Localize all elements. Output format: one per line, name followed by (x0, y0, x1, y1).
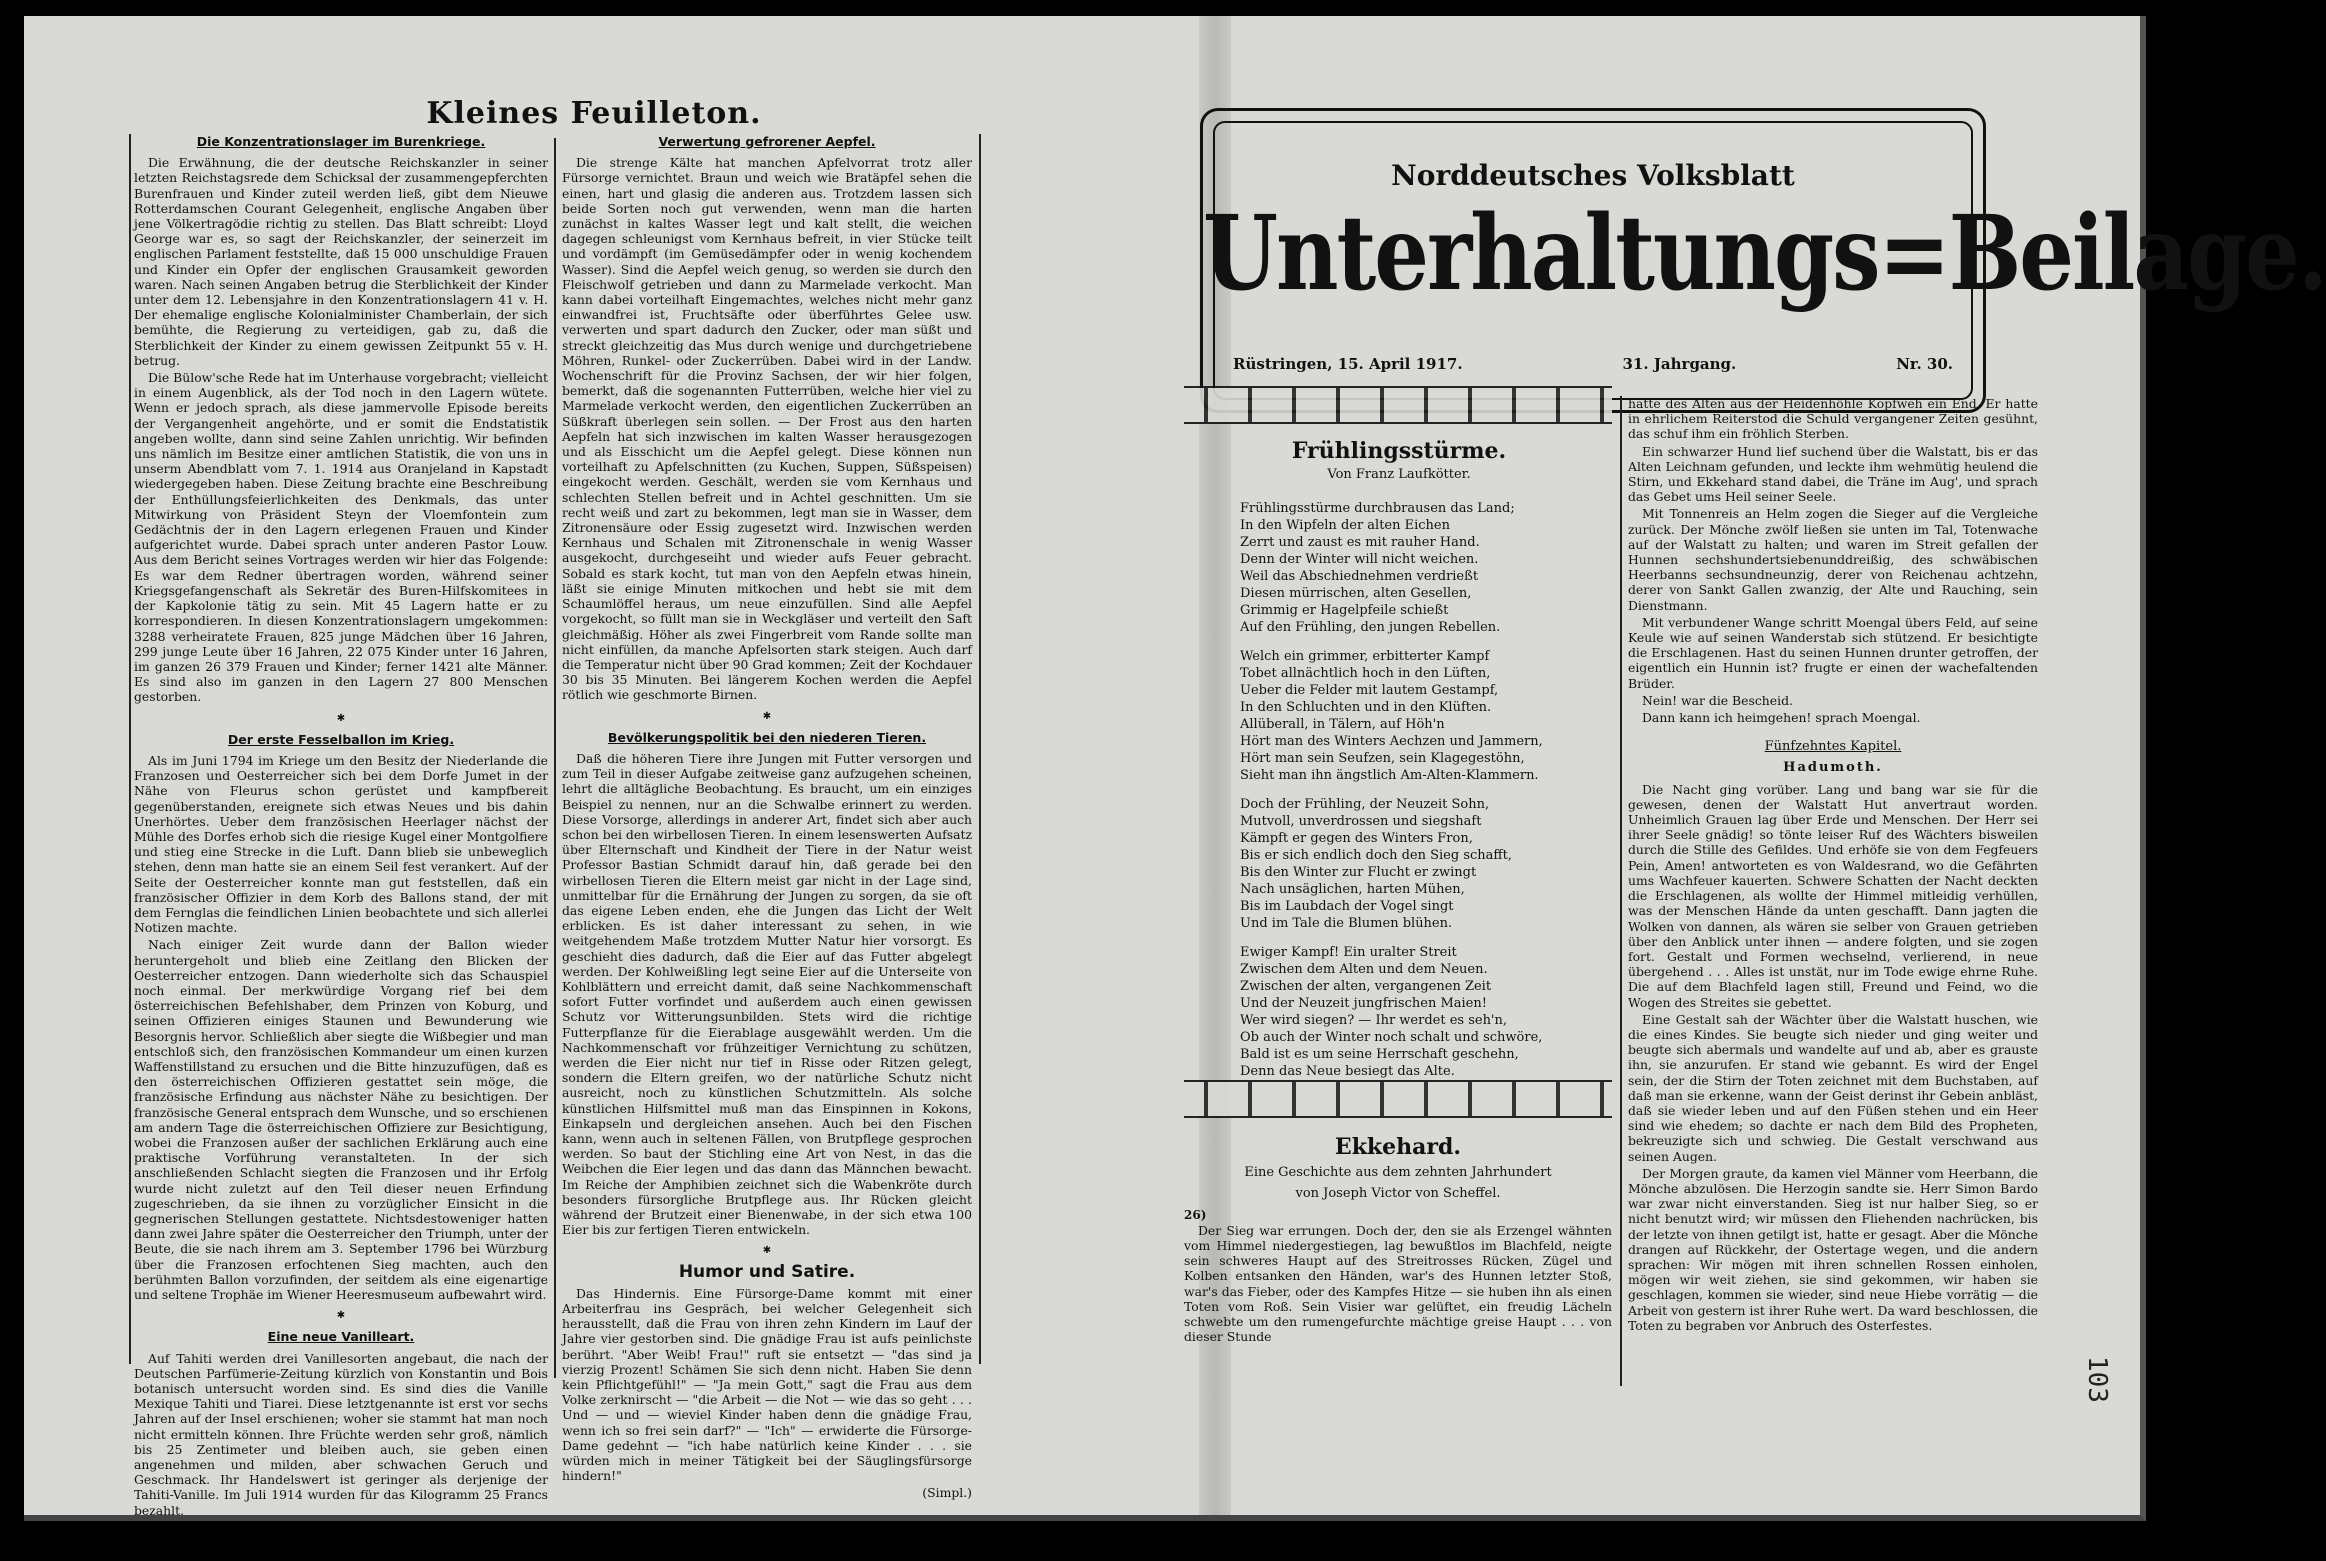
column-rule (1620, 396, 1622, 1386)
page-number: 103 (2082, 1356, 2112, 1403)
ornamental-border (1184, 1080, 1612, 1118)
article-heading: Humor und Satire. (678, 1261, 856, 1282)
poem-body (1240, 500, 1614, 1080)
place-date: Rüstringen, 15. April 1917. (1233, 355, 1463, 373)
separator-star: ✱ (762, 1245, 772, 1257)
poem-line: Mutvoll, unverdrossen und siegshaft (1240, 814, 1482, 830)
poem-title: Frühlingsstürme. (1291, 438, 1507, 464)
issue-info (1233, 355, 1953, 373)
story-paragraph: Nein! war die Bescheid. (1642, 692, 1793, 708)
poem-stanza (1240, 648, 1614, 784)
article-heading: Verwertung gefrorener Aepfel. (658, 134, 876, 149)
article-paragraph: Nach einiger Zeit wurde dann der Ballon wieder heruntergeholt und blieb eine Zeitlang den Blicken der Oesterreicher entzogen. Dann wiederholte sich das Schauspiel noch einmal. Der merkwürdige Vorgang rief bei dem österreichischen Befehlshaber, dem Prinzen von Koburg, und seinen Offizieren einiges Staunen und Bewunderung wie Besorgnis hervor. Schließlich aber siegte die Wißbegier und man entschloß sich, den französischen Kommandeur um einen kurzen Waffenstillstand zu ersuchen und die Bitte hinzuzufügen, daß es den österreichischen Offizieren gestattet sein möge, die französische Erfindung aus nächster Nähe zu besichtigen. Der französische General entsprach dem Wunsche, und so erschienen am andern Tage die österreichischen Offiziere zur Besichtigung, wobei die Franzosen außer der sachlichen Erklärung auch eine praktische Vorführung veranstalteten. In der sich anschließenden Schlacht siegten die Franzosen und ihr Erfolg wurde nicht zuletzt auf den Teil dieser neuen Erfindung zugeschrieben, da sie ihnen zu vorzüglicher Einsicht in die gegnerischen Stellungen gestattete. Nichtsdestoweniger hatten dann zwei Jahre später die Oesterreicher den Triumph, unter der Beute, die sie nach ihrem am 3. September 1796 bei Würzburg über die Franzosen erfochtenen Sieg machten, auch den berühmten Ballon vorzufinden, der seitdem als eine eigenartige und seltene Trophäe im Wiener Heeresmuseum aufbewahrt wird. (134, 937, 548, 1303)
chapter-number: Fünfzehntes Kapitel. (1764, 739, 1902, 755)
feuilleton-column-1 (134, 128, 548, 1518)
separator-star: ✱ (336, 712, 346, 724)
poem-line: Frühlingsstürme durchbrausen das Land; (1240, 501, 1515, 517)
article-source: (Simpl.) (922, 1485, 972, 1501)
article-paragraph: Die Erwähnung, die der deutsche Reichskanzler in seiner letzten Reichstagsrede dem Schicksal der zusammengepferchten Burenfrauen und Kinder zuteil werden ließ, gibt dem Nieuwe Rotterdamschen Courant Gelegenheit, englische Angaben über jene Völkertragödie richtig zu stellen. Das Blatt schreibt: Lloyd George war es, so sagt der Reichskanzler, der seinerzeit im englischen Parlament feststellte, daß 15 000 unschuldige Frauen und Kinder ein Opfer der englischen Grausamkeit geworden waren. Nach seinen Angaben betrug die Sterblichkeit der Kinder unter dem 12. Lebensjahre in den Konzentrationslagern 41 v. H. Der ehemalige englische Kolonialminister Chamberlain, der sich bemühte, die Regierung zu verteidigen, gab zu, daß die Sterblichkeit der Kinder zu einem gewissen Zeitpunkt 55 v. H. betrug. (134, 155, 548, 368)
story-paragraph: Mit Tonnenreis an Helm zogen die Sieger auf die Vergleiche zurück. Der Mönche zwölf ließen sie unten im Tal, Totenwache auf der Walstatt zu halten; und waren im Streit gefallen der Hunnen sechshundertsiebenunddreißig, des schwäbischen Heerbanns sechsundneunzig, derer von Reichenau achtzehn, derer von Sankt Gallen zwanzig, der Alte und Rauching, sein Dienstmann. (1628, 506, 2038, 613)
poem-line: Und im Tale die Blumen blühen. (1240, 916, 1453, 932)
story-paragraph: Mit verbundener Wange schritt Moengal übers Feld, auf seine Keule wie auf seinen Wanderstab sich stützend. Er besichtigte die Erschlagenen. Hast du seinen Hunnen drunter getroffen, der eigentlich ein Hunnin ist? frugte er einen der wachefaltenden Brüder. (1628, 614, 2038, 691)
poem-line: Ueber die Felder mit lautem Gestampf, (1240, 683, 1499, 699)
feuilleton-title: Kleines Feuilleton. (426, 96, 762, 131)
poem-line: Denn das Neue besiegt das Alte. (1240, 1064, 1455, 1080)
separator-star: ✱ (336, 1310, 346, 1322)
poem-line: Doch der Frühling, der Neuzeit Sohn, (1240, 797, 1490, 813)
article-paragraph: Daß die höheren Tiere ihre Jungen mit Futter versorgen und zum Teil in dieser Aufgabe zeitweise ganz aufzugehen scheinen, lehrt die alltägliche Beobachtung. Es braucht, um ein einziges Beispiel zu nennen, nur an die Schwalbe erinnert zu werden. Diese Vorsorge, allerdings in anderer Art, findet sich aber auch schon bei den wirbellosen Tieren. In einem lesenswerten Aufsatz über Elternschaft und Kindheit der Tiere in der Natur weist Professor Bastian Schmidt darauf hin, daß gerade bei den wirbellosen Tieren die Eltern meist gar nicht in der Lage sind, unmittelbar für die Ernährung der Jungen zu sorgen, da sie oft das eigene Leben enden, ehe die Jungen das Licht der Welt erblicken. Es ist daher interessant zu sehen, in wie weitgehendem Maße trotzdem Mutter Natur hier vorsorgt. Es geschieht dies dadurch, daß die Eier auf das Futter abgelegt werden. Der Kohlweißling legt seine Eier auf die Unterseite von Kohlblättern und erreicht damit, daß seine Nachkommenschaft sofort Futter vorfindet und außerdem auch einen gewissen Schutz vor Witterungsunbilden. Stets wird die richtige Futterpflanze für die Eierablage ausgewählt werden. Um die Nachkommenschaft vor frühzeitiger Vernichtung zu schützen, werden die Eier nicht nur tief in Risse oder Ritzen gelegt, sondern die Eltern greifen, wo der natürliche Schutz nicht ausreicht, noch zu künstlichen Schutzmitteln. Als solche künstlichen Hilfsmittel muß man das Einspinnen in Kokons, Einkapseln und dergleichen ansehen. Auch bei den Fischen kann, wenn auch in seltenen Fällen, von Brutpflege gesprochen werden. So baut der Stichling eine Art von Nest, in das die Weibchen die Eier legen und das dann das Männchen bewacht. Im Reiche der Amphibien zeichnet sich die Wabenkröte durch besonders fürsorgliche Brutpflege aus. Ihr Rücken gleicht während der Brutzeit einer Bienenwabe, in der sich etwa 100 Eier bis zur fertigen Tieren entwickeln. (562, 750, 972, 1238)
article-paragraph: Das Hindernis. Eine Fürsorge-Dame kommt mit einer Arbeiterfrau ins Gespräch, bei welcher Gelegenheit sich herausstellt, daß die Frau von ihren zehn Kindern im Lauf der Jahre vier gestorben sind. Die gnädige Frau ist aufs peinlichste berührt. "Aber Weib! Frau!" ruft sie entsetzt — "das sind ja vierzig Prozent! Schämen Sie sich denn nicht. Haben Sie denn kein Pflichtgefühl!" — "Ja mein Gott," sagt die Frau aus dem Volke zerknirscht — "die Arbeit — die Not — wie das so geht . . . Und — und — wieviel Kinder haben denn die gnädige Frau, wenn ich so frei sein darf?" — "Ich" — erwiderte die Fürsorge-Dame gedehnt — "ich habe natürlich keine Kinder . . . sie würden mich in meiner Tätigkeit bei der Säuglingsfürsorge hindern!" (562, 1285, 972, 1484)
poem-author: Von Franz Laufkötter. (1327, 467, 1471, 483)
story-author: von Joseph Victor von Scheffel. (1295, 1186, 1501, 1202)
story-paragraph: Die Nacht ging vorüber. Lang und bang war sie für die gewesen, denen der Walstatt Hut anvertraut worden. Unheimlich Grauen lag über Erde und Menschen. Der Herr sei ihrer Seele gnädig! so tönte leiser Ruf des Wächters bisweilen durch die Stille des Gefildes. Und erhöfe sie von dem Fegfeuers Pein, Amen! antworteten es von Waldesrand, wo die Gefährten ums Wachfeuer kauerten. Schwere Schatten der Nacht deckten die Erschlagenen, als wollte der Himmel mitleidig verhüllen, was der Menschen Hände da unten geschafft. Dann jagten die Wolken von dannen, als wären sie selber von Grauen getrieben über den Anblick unter ihnen — andere folgten, und sie zogen fort. Gestalt und Formen wechselnd, verlierend, in neue übergehend . . . Alles ist unstät, nur im Tode ewige ehrne Ruhe. Die auf dem Blachfeld lagen still, Freund und Feind, wo die Wogen des Streites sie gebettet. (1628, 781, 2038, 1010)
feuilleton-column-2 (562, 128, 972, 1501)
installment-number: 26) (1184, 1207, 1207, 1222)
poem-line: Wer wird siegen? — Ihr werdet es seh'n, (1240, 1013, 1508, 1029)
article-paragraph: Die strenge Kälte hat manchen Apfelvorrat trotz aller Fürsorge vernichtet. Braun und weich wie Bratäpfel sehen die einen, hart und glasig die anderen aus. Trotzdem lassen sich beide Sorten noch gut verwenden, wenn man die harten zunächst in kaltes Wasser legt und kalt stellt, die weichen dagegen schleunigst vom Kernhaus befreit, in vier Stücke teilt und vordämpft (im Gemüsedämpfer oder in wenig kochendem Wasser). Sind die Aepfel weich genug, so werden sie durch den Fleischwolf getrieben und dann zu Marmelade verkocht. Man kann dabei vorteilhaft Eingemachtes, welches nicht mehr ganz einwandfrei ist, Fruchtsäfte oder überführtes Gelee usw. verwerten und spart dadurch den Zucker, oder man süßt und streckt gleichzeitig das Mus durch wenige und durchgetriebene Möhren, Runkel- oder Zuckerrüben. Dabei wird in der Landw. Wochenschrift für die Provinz Sachsen, der wir hier folgen, bemerkt, daß die sogenannten Futterrüben, welche hier viel zu Marmelade verkocht werden, den eigentlichen Zuckerrüben an Süßkraft überlegen sein sollen. — Der Frost aus den harten Aepfeln hat sich inzwischen im kalten Wasser herausgezogen und als Eisschicht um die Aepfel gelegt. Diese können nun vorteilhaft zu Apfelschnitten (zu Kuchen, Suppen, Süßspeisen) eingekocht werden. Geschält, werden sie vom Kernhaus und schlechten Stellen befreit und in Achtel geschnitten. Um sie recht weiß und zart zu bekommen, legt man sie in Wasser, dem Zitronensäure oder Essig zugesetzt wird. Inzwischen werden Kernhaus und Schalen mit Zitronenschale in wenig Wasser ausgekocht, durchgeseiht und wieder aufs Feuer gebracht. Sobald es stark kocht, tut man von den Aepfeln etwas hinein, läßt sie einige Minuten mitkochen und hebt sie mit dem Schaumlöffel heraus, um neue einzufüllen. Sind alle Aepfel vorgekocht, so füllt man sie in Weckgläser und verteilt den Saft gleichmäßig. Höher als zwei Fingerbreit vom Rande sollte man nicht einfüllen, da manche Apfelsorten stark steigen. Auch darf die Temperatur nicht über 90 Grad kommen; Zeit der Kochdauer 30 bis 35 Minuten. Bei längerem Kochen werden die Aepfel rötlich wie geschmorte Birnen. (562, 155, 972, 703)
poem-column (1184, 438, 1614, 1092)
publication-name: Norddeutsches Volksblatt (1391, 159, 1795, 192)
story-paragraph: hatte des Alten aus der Heidenhöhle Kopfweh ein End. Er hatte in ehrlichem Reiterstod die Schuld vergangener Zeiten gesühnt, das schuf ihm ein fröhlich Sterben. (1628, 396, 2038, 442)
poem-line: Allüberall, in Tälern, auf Höh'n (1240, 717, 1445, 733)
chapter-title: Hadumoth. (1783, 760, 1883, 776)
issue-number: Nr. 30. (1896, 355, 1953, 373)
poem-line: Tobet allnächtlich hoch in den Lüften, (1240, 666, 1491, 682)
article-heading: Eine neue Vanilleart. (267, 1329, 415, 1345)
article-paragraph: Als im Juni 1794 im Kriege um den Besitz der Niederlande die Franzosen und Oesterreicher sich bei dem Dorfe Jumet in der Nähe von Fleurus schon gerüstet und kampfbereit gegenüberstanden, ereignete sich etwas Neues und bis dahin Unerhörtes. Ueber dem französischen Heerlager nächst der Mühle des Dorfes erhob sich die riesige Kugel einer Montgolfiere und stieg eine Strecke in die Luft. Dann blieb sie unbeweglich stehen, denn man hatte sie an einem Seil fest verankert. Auf der Seite der Oesterreicher konnte man gut feststellen, daß ein französischer Offizier in dem Korb des Ballons stand, der mit dem Fernglas die feindlichen Linien beobachtete und sich allerlei Notizen machte. (134, 752, 548, 936)
article-heading: Die Konzentrationslager im Burenkriege. (196, 134, 486, 149)
poem-line: In den Wipfeln der alten Eichen (1240, 518, 1450, 534)
poem-line: Diesen mürrischen, alten Gesellen, (1240, 586, 1472, 602)
poem-line: Ob auch der Winter noch schalt und schwöre, (1240, 1030, 1543, 1046)
article-paragraph: Die Bülow'sche Rede hat im Unterhause vorgebracht; vielleicht in einem Augenblick, als der Tod noch in den Lagern wütete. Wenn er jedoch sprach, als diese jammervolle Episode bereits der Vergangenheit angehörte, und er somit die Endstatistik angeben wollte, dann sind seine Zahlen unrichtig. Wir befinden uns nämlich im Besitze einer amtlichen Statistik, die von uns in unserm Abendblatt vom 7. 1. 1914 aus Oranjeland in Kapstadt wiedergegeben haben. Diese Zeitung brachte eine Beschreibung der Enthüllungsfeierlichkeiten des Denkmals, das unter Mitwirkung von Präsident Steyn der Vloemfontein zum Gedächtnis der in den Lagern erlegenen Frauen und Kinder aufgerichtet wurde. Dabei sprach unter anderen Pastor Louw. Aus dem Bericht seines Vortrages werden wir hier das Folgende: Es war dem Redner übertragen worden, während seiner Kriegsgefangenschaft als Sekretär des Buren-Hilfskomitees in der Kapkolonie tätig zu sein. Mit 45 Lagern hatte er zu korrespondieren. In diesen Konzentrationslagern umgekommen: 3288 verheiratete Frauen, 825 junge Mädchen über 16 Jahren, 299 junge Leute über 16 Jahren, 22 075 Kinder unter 16 Jahren, im ganzen 26 379 Frauen und Kinder; ferner 1421 alte Männer. Es sind also im ganzen in den Lagern 27 800 Menschen gestorben. (134, 370, 548, 705)
story-subtitle: Eine Geschichte aus dem zehnten Jahrhundert (1244, 1165, 1552, 1181)
story-continued-column (1628, 396, 2038, 1386)
poem-line: Sieht man ihn ängstlich Am-Alten-Klammern. (1240, 768, 1539, 784)
poem-line: Bis den Winter zur Flucht er zwingt (1240, 865, 1477, 881)
poem-line: Bald ist es um seine Herrschaft geschehn, (1240, 1047, 1519, 1063)
story-paragraph: Dann kann ich heimgehen! sprach Moengal. (1642, 710, 1921, 726)
story-paragraph: Der Sieg war errungen. Doch der, den sie als Erzengel wähnten vom Himmel niedergestiegen, lag bewußtlos im Blachfeld, neigte sein schweres Haupt auf des Streitrosses Rücken, Zügel und Kolben entsanken den Händen, war's des Hunnen letzter Stoß, war's das Fieber, oder des Kampfes Hitze — sie huben ihn als einen Toten vom Roß. Sein Visier war gelüftet, ein freudig Lächeln schwebte um den rumengefurchte mächtige greise Haupt . . . von dieser Stunde (1184, 1222, 1612, 1345)
poem-line: In den Schluchten und in den Klüften. (1240, 700, 1492, 716)
ornamental-border (1184, 386, 1612, 424)
masthead (1200, 108, 2326, 413)
poem-line: Welch ein grimmer, erbitterter Kampf (1240, 649, 1490, 665)
story-paragraph: Eine Gestalt sah der Wächter über die Walstatt huschen, wie die eines Kindes. Sie beugte sich nieder und ging weiter und beugte sich abermals und wandelte auf und ab, aber es grauste ihn, sie anzurufen. Er stand wie gebannt. Es wird der Engel sein, der die Stirn der Toten zeichnet mit dem Buchstaben, auf daß man sie erkenne, wann der Geist derinst ihr Gebein anbläst, daß sie wieder leben und auf den Füßen stehen und ein Heer sind wie ehedem; so dachte er nach dem Bild des Propheten, bekreuzigte sich und schwieg. Die Gestalt verschwand aus seinen Augen. (1628, 1011, 2038, 1164)
poem-stanza (1240, 500, 1614, 636)
poem-line: Denn der Winter will nicht weichen. (1240, 552, 1479, 568)
poem-line: Nach unsäglichen, harten Mühen, (1240, 882, 1465, 898)
poem-line: Zerrt und zaust es mit rauher Hand. (1240, 535, 1480, 551)
volume: 31. Jahrgang. (1622, 355, 1737, 373)
story-title: Ekkehard. (1334, 1134, 1462, 1160)
poem-line: Ewiger Kampf! Ein uralter Streit (1240, 945, 1457, 961)
article-paragraph: Auf Tahiti werden drei Vanillesorten angebaut, die nach der Deutschen Parfümerie-Zeitung kürzlich von Konstantin und Bois botanisch untersucht worden sind. Es sind dies die Vanille Mexique Tahiti und Tiarei. Diese letztgenannte ist erst vor sechs Jahren auf der Insel erschienen; woher sie stammt hat man noch nicht ermitteln können. Ihre Früchte werden sehr groß, nämlich bis 25 Zentimeter und bleiben auch, sie geben einen angenehmen und milden, aber schwachen Geruch und Geschmack. Ihr Handelswert ist geringer als derjenige der Tahiti-Vanille. Im Juli 1914 wurden für das Kilogramm 25 Francs bezahlt. (134, 1350, 548, 1518)
separator-star: ✱ (762, 710, 772, 722)
poem-line: Hört man sein Seufzen, sein Klagegestöhn, (1240, 751, 1525, 767)
poem-line: Weil das Abschiednehmen verdrießt (1240, 569, 1479, 585)
poem-stanza (1240, 944, 1614, 1080)
poem-line: Und der Neuzeit jungfrischen Maien! (1240, 996, 1487, 1012)
article-heading: Der erste Fesselballon im Krieg. (227, 731, 455, 747)
ekkehard-column (1184, 1134, 1612, 1375)
poem-line: Auf den Frühling, den jungen Rebellen. (1240, 620, 1501, 636)
column-rule (979, 134, 981, 1364)
poem-line: Kämpft er gegen des Winters Fron, (1240, 831, 1473, 847)
poem-stanza (1240, 796, 1614, 932)
story-paragraph: Ein schwarzer Hund lief suchend über die Walstatt, bis er das Alten Leichnam gefunden, und leckte ihm wehmütig heulend die Stirn, und Ekkehard stand dabei, die Träne im Aug', und sprach das Gebet ums Heil seiner Seele. (1628, 443, 2038, 505)
column-rule (129, 134, 131, 1364)
newspaper-page (24, 16, 2326, 1521)
article-heading: Bevölkerungspolitik bei den niederen Tieren. (607, 729, 927, 745)
poem-line: Bis er sich endlich doch den Sieg schafft, (1240, 848, 1512, 864)
poem-line: Grimmig er Hagelpfeile schießt (1240, 603, 1449, 619)
story-paragraph: Der Morgen graute, da kamen viel Männer vom Heerbann, die Mönche abzulösen. Die Herzogin sandte sie. Herr Simon Bardo war zwar nicht einverstanden. Sieg ist nur halber Sieg, so er nicht benutzt wird; wir müssen den Fliehenden nachrücken, bis der letzte von ihnen getilgt ist, hatte er gesagt. Aber die Mönche drangen auf Rückkehr, der Ostertage wegen, und die andern sprachen: Wir mögen mit ihren schnellen Rossen einholen, mögen wir weit ziehen, sie sind gekommen, wir haben sie geschlagen, kommen sie wieder, sind neue Hiebe vorrätig — die Arbeit von gestern ist ihrer Ruhe wert. Da ward beschlossen, die Toten zu begraben vor Anbruch des Osterfestes. (1628, 1165, 2038, 1333)
poem-line: Hört man des Winters Aechzen und Jammern, (1240, 734, 1543, 750)
poem-line: Zwischen der alten, vergangenen Zeit (1240, 979, 1492, 995)
supplement-title: Unterhaltungs=Beilage. (1203, 192, 2326, 315)
poem-line: Bis im Laubdach der Vogel singt (1240, 899, 1454, 915)
column-rule (554, 138, 556, 1378)
poem-line: Zwischen dem Alten und dem Neuen. (1240, 962, 1488, 978)
